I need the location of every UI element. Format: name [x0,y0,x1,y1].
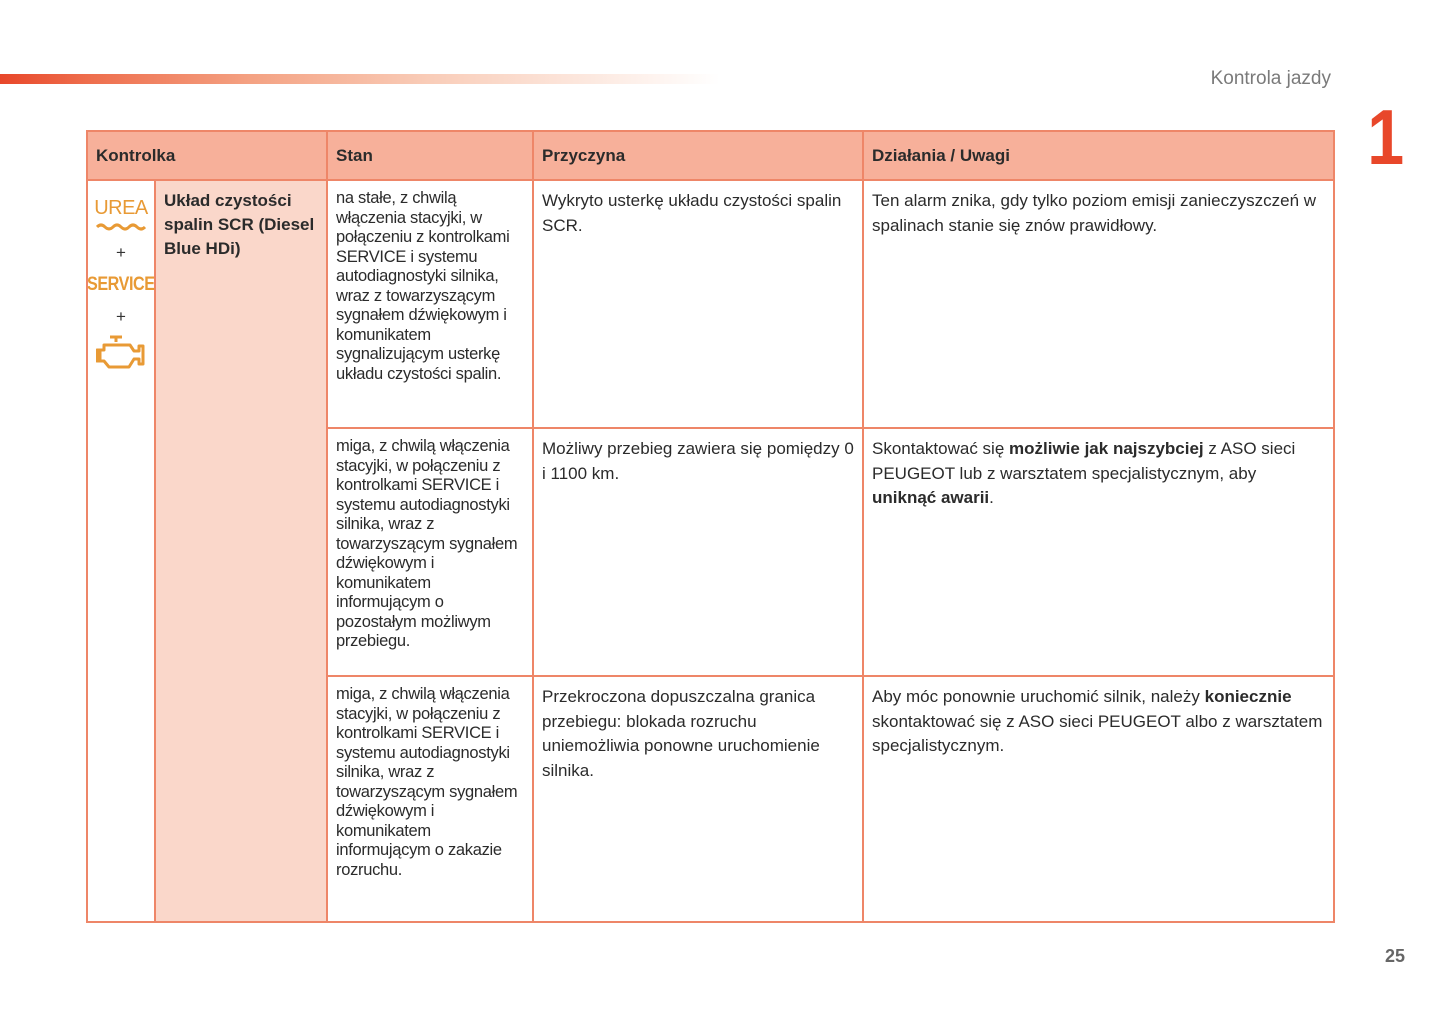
warning-lights-table [86,130,1335,923]
header-accent-bar [0,74,720,84]
emphasis: koniecznie [1204,687,1292,706]
table-header-row [87,131,1334,180]
table-row [87,180,1334,428]
dzialania-text: Ten alarm znika, gdy tylko poziom emisji zanieczyszczeń w spalinach stanie się znów prawidłowy. [872,191,1317,235]
stan-text: miga, z chwilą włączenia stacyjki, w połączeniu z kontrolkami SERVICE i systemu autodiagnostyki silnika, wraz z towarzyszącym sygnałem dźwiękowym i komunikatem informującym o pozostałym możliwym przebiegu. [336,437,518,650]
column-header-stan: Stan [327,131,533,180]
column-header-przyczyna: Przyczyna [533,131,863,180]
system-name-cell [155,180,327,922]
stan-cell [327,676,533,922]
column-header-kontrolka: Kontrolka [87,131,327,180]
przyczyna-cell [533,180,863,428]
section-title: Kontrola jazdy [1210,68,1331,89]
stan-cell [327,180,533,428]
plus-sign: + [116,243,126,262]
plus-sign: + [116,307,126,326]
system-name: Układ czystości spalin SCR (Diesel Blue HDi) [164,191,315,258]
emphasis: uniknąć awarii [872,488,990,507]
indicator-icons-cell [87,180,155,922]
przyczyna-cell [533,676,863,922]
przyczyna-text: Wykryto usterkę układu czystości spalin SCR. [542,191,842,235]
przyczyna-text: Przekroczona dopuszczalna granica przebiegu: blokada rozruchu uniemożliwia ponowne uruchomienie silnika. [542,687,820,780]
stan-text: miga, z chwilą włączenia stacyjki, w połączeniu z kontrolkami SERVICE i systemu autodiagnostyki silnika, wraz z towarzyszącym sygnałem dźwiękowym i komunikatem informującym o zakazie rozruchu. [336,685,518,879]
engine-check-icon [96,333,146,378]
dzialania-text: Aby móc ponownie uruchomić silnik, należy koniecznie skontaktować się z ASO sieci PEUGEOT albo z warsztatem specjalistycznym. [872,687,1323,755]
page-number: 25 [1384,946,1405,966]
dzialania-cell [863,428,1334,676]
dzialania-cell [863,676,1334,922]
stan-cell [327,428,533,676]
dzialania-text: Skontaktować się możliwie jak najszybciej z ASO sieci PEUGEOT lub z warsztatem specjalistycznym, aby uniknąć awarii. [872,439,1296,507]
urea-icon: UREA [94,197,148,237]
stan-text: na stałe, z chwilą włączenia stacyjki, w połączeniu z kontrolkami SERVICE i systemu autodiagnostyki silnika, wraz z towarzyszącym sygnałem dźwiękowym i komunikatem sygnalizującym usterkę układu czystości spalin. [336,189,510,383]
przyczyna-cell [533,428,863,676]
przyczyna-text: Możliwy przebieg zawiera się pomiędzy 0 i 1100 km. [542,439,854,483]
emphasis: możliwie jak najszybciej [1009,439,1204,458]
service-icon: SERVICE [87,274,155,295]
dzialania-cell [863,180,1334,428]
chapter-number: 1 [1367,93,1405,181]
column-header-dzialania: Działania / Uwagi [863,131,1334,180]
